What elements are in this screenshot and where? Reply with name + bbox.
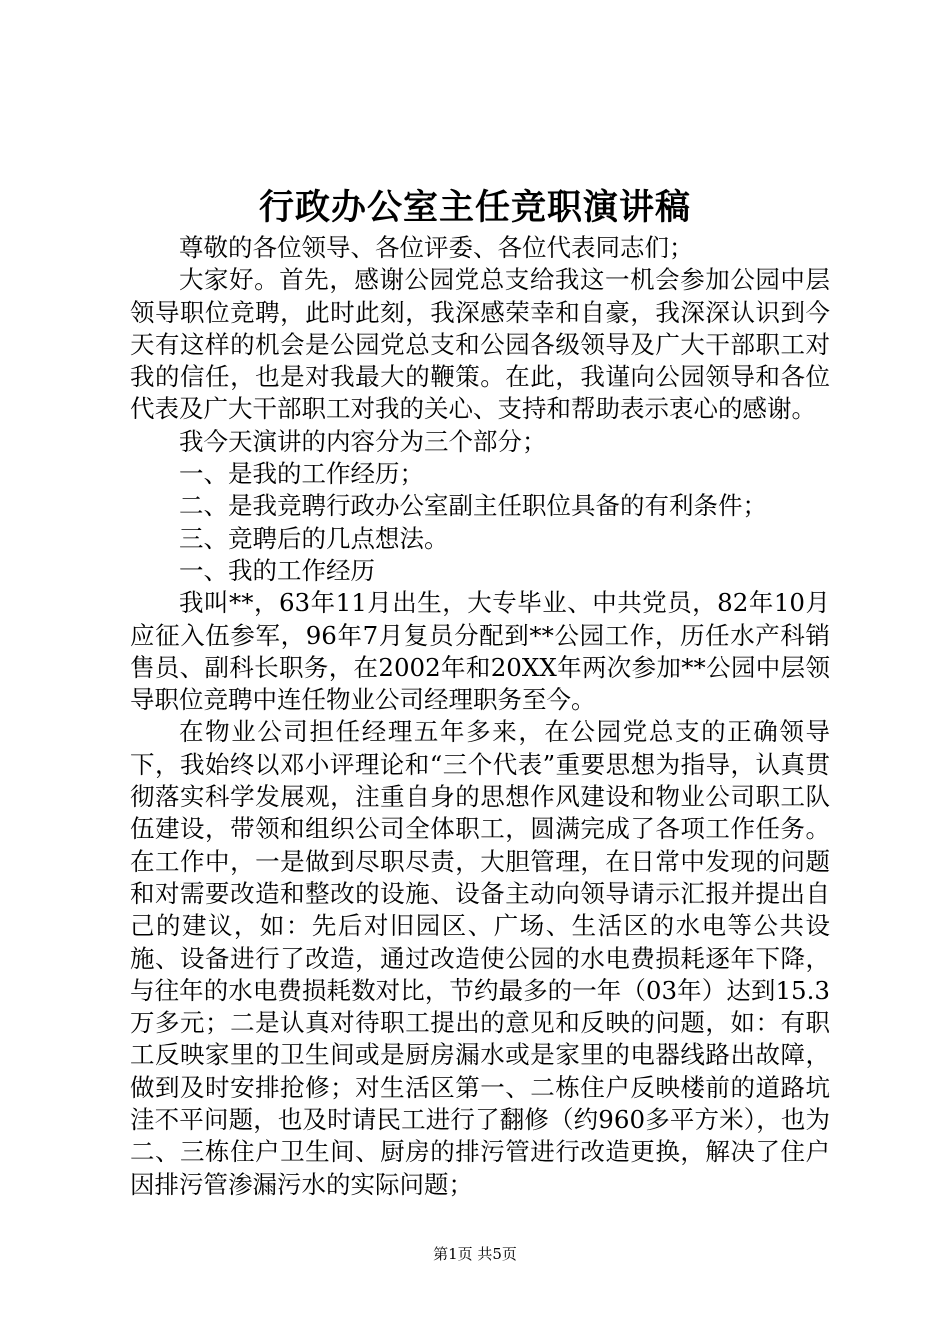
paragraph-work-achievements: 在物业公司担任经理五年多来，在公园党总支的正确领导下，我始终以邓小评理论和“三个代表”重要思想为指导，认真贯彻落实科学发展观，注重自身的思想作风建设和物业公司职工队伍建设，带领和组织公司全体职工，圆满完成了各项工作任务。在工作中，一是做到尽职尽责，大胆管理，在日常中发现的问题和对需要改造和整改的设施、设备主动向领导请示汇报并提出自己的建议，如：先后对旧园区、广场、生活区的水电等公共设施、设备进行了改造，通过改造使公园的水电费损耗逐年下降，与往年的水电费损耗数对比，节约最多的一年（03年）达到15.3万多元；二是认真对待职工提出的意见和反映的问题，如：有职工反映家里的卫生间或是厨房漏水或是家里的电器线路出故障，做到及时安排抢修；对生活区第一、二栋住户反映楼前的道路坑洼不平问题，也及时请民工进行了翻修（约960多平方米），也为二、三栋住户卫生间、厨房的排污管进行改造更换，解决了住户因排污管渗漏污水的实际问题；	[130, 717, 830, 1199]
section-heading-work-experience: 一、我的工作经历	[179, 555, 375, 585]
document-title: 行政办公室主任竞职演讲稿	[258, 187, 691, 228]
paragraph-outline-item-2: 二、是我竞聘行政办公室副主任职位具备的有利条件；	[179, 491, 767, 521]
paragraph-outline-item-3: 三、竞聘后的几点想法。	[179, 523, 449, 553]
paragraph-salutation: 尊敬的各位领导、各位评委、各位代表同志们；	[179, 233, 694, 262]
paragraph-personal-background: 我叫**，63年11月出生，大专毕业、中共党员，82年10月应征入伍参军，96年7月复员分配到**公园工作，历任水产科销售员、副科长职务，在2002年和20XX年两次参加**公园中层领导职位竞聘中连任物业公司经理职务至今。	[130, 588, 830, 715]
paragraph-outline-item-1: 一、是我的工作经历；	[179, 459, 424, 489]
document-body	[130, 232, 830, 1201]
paragraph-greeting: 大家好。首先，感谢公园党总支给我这一机会参加公园中层领导职位竞聘，此时此刻，我深感荣幸和自豪，我深深认识到今天有这样的机会是公园党总支和公园各级领导及广大干部职工对我的信任，也是对我最大的鞭策。在此，我谨向公园领导和各位代表及广大干部职工对我的关心、支持和帮助表示衷心的感谢。	[130, 265, 830, 424]
paragraph-outline-intro: 我今天演讲的内容分为三个部分；	[179, 426, 547, 456]
page-footer: 第1页 共5页	[433, 1245, 517, 1263]
